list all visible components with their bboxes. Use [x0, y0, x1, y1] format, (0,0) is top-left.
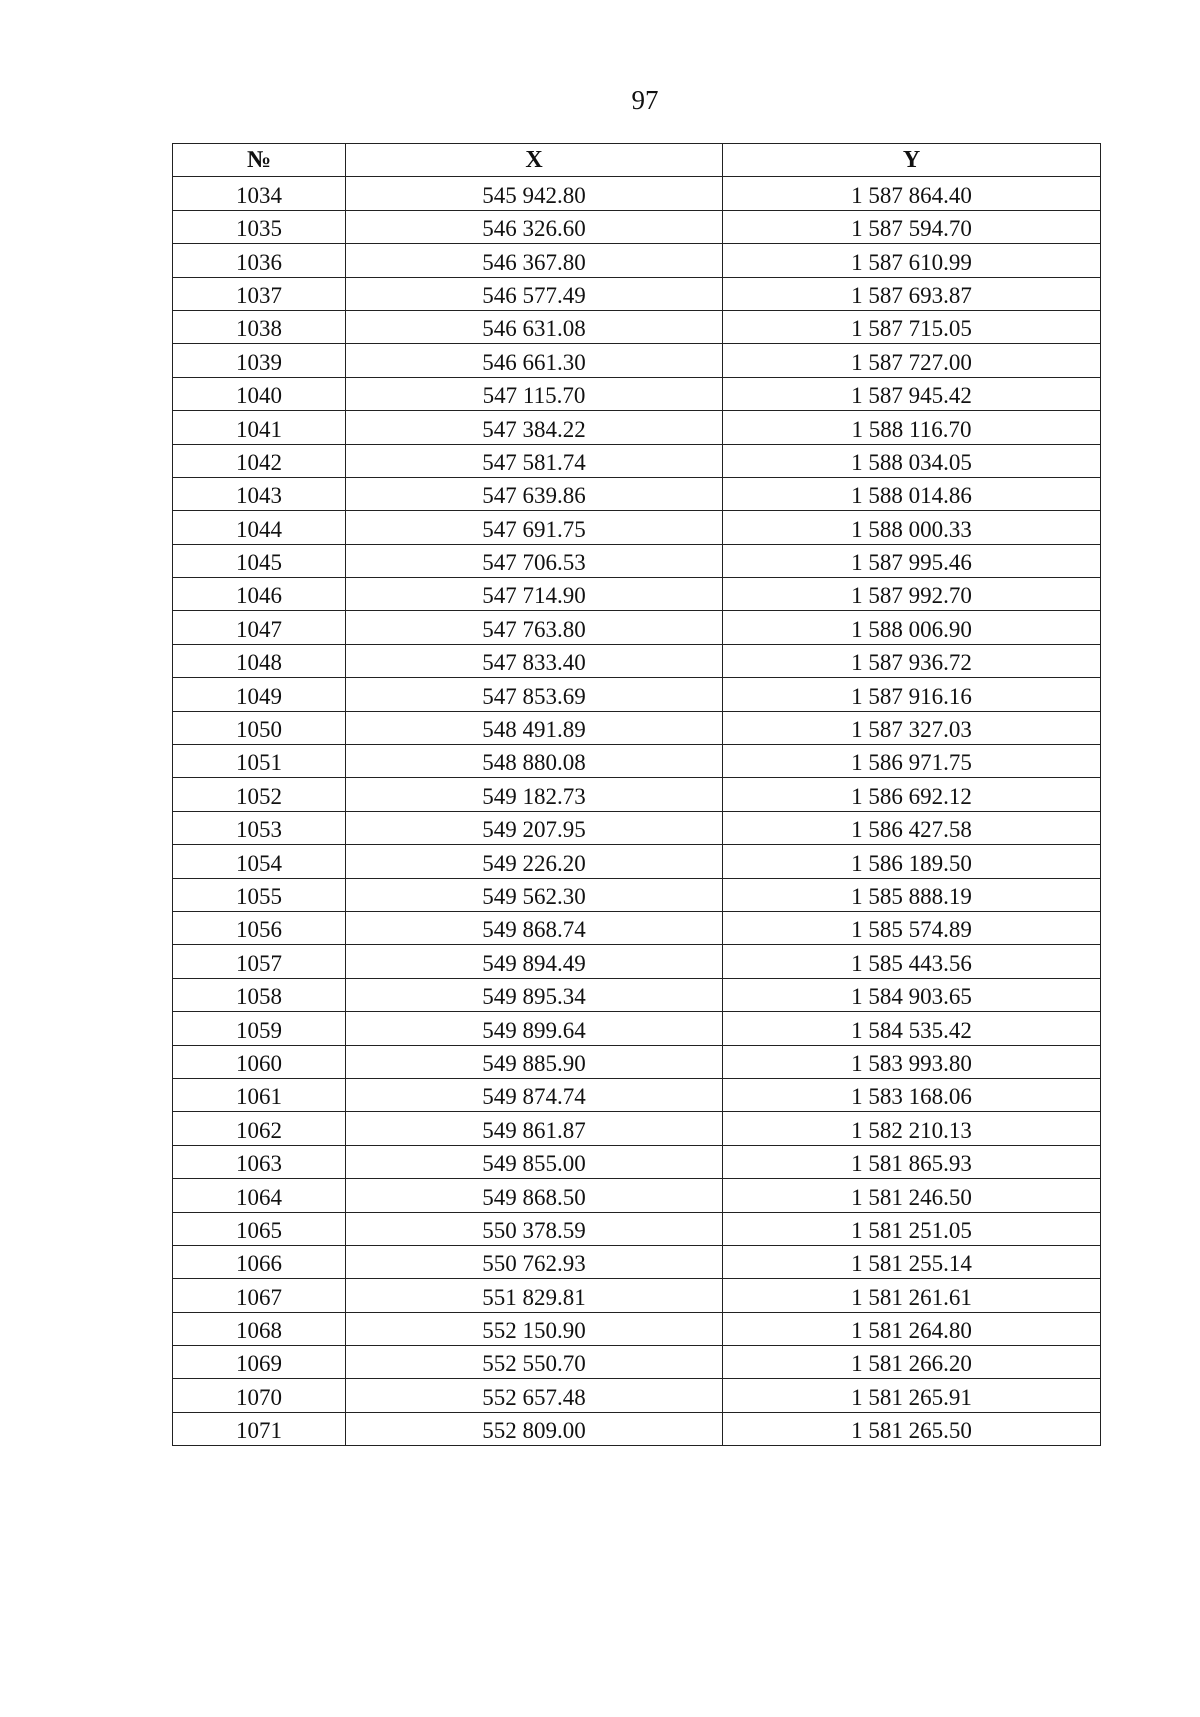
table-body [173, 177, 1101, 1446]
table-row [173, 1078, 1101, 1111]
cell-y-text: 1 587 936.72 [851, 650, 972, 676]
cell-number-text: 1038 [236, 316, 282, 342]
cell-number-text: 1066 [236, 1251, 282, 1277]
cell-x-text: 546 367.80 [482, 249, 586, 275]
cell-y-text: 1 586 189.50 [851, 850, 972, 876]
cell-x-text: 549 861.87 [482, 1117, 586, 1143]
cell-number [173, 1412, 346, 1445]
cell-x [346, 1145, 723, 1178]
cell-number-text: 1065 [236, 1217, 282, 1243]
table-row [173, 1012, 1101, 1045]
cell-y-text: 1 587 610.99 [851, 249, 972, 275]
cell-x-text: 549 885.90 [482, 1050, 586, 1076]
cell-y [723, 1112, 1101, 1145]
cell-y-text: 1 587 916.16 [851, 683, 972, 709]
cell-x [346, 377, 723, 410]
cell-x [346, 745, 723, 778]
cell-y [723, 611, 1101, 644]
cell-x-text: 547 714.90 [482, 583, 586, 609]
cell-number-text: 1051 [236, 750, 282, 776]
cell-x-text: 546 661.30 [482, 349, 586, 375]
cell-y [723, 377, 1101, 410]
cell-y [723, 1346, 1101, 1379]
cell-y [723, 878, 1101, 911]
cell-number [173, 1212, 346, 1245]
table-row [173, 711, 1101, 744]
cell-x [346, 711, 723, 744]
cell-number [173, 477, 346, 510]
cell-x [346, 678, 723, 711]
header-x: X [346, 144, 723, 177]
cell-x-text: 546 577.49 [482, 282, 586, 308]
cell-number [173, 745, 346, 778]
cell-number-text: 1047 [236, 616, 282, 642]
cell-number [173, 878, 346, 911]
cell-y-text: 1 583 993.80 [851, 1050, 972, 1076]
cell-number [173, 811, 346, 844]
cell-y [723, 477, 1101, 510]
cell-y [723, 945, 1101, 978]
cell-number-text: 1055 [236, 883, 282, 909]
cell-y-text: 1 588 000.33 [851, 516, 972, 542]
cell-x [346, 611, 723, 644]
cell-x [346, 945, 723, 978]
cell-number-text: 1069 [236, 1351, 282, 1377]
cell-number [173, 778, 346, 811]
cell-number [173, 444, 346, 477]
cell-x [346, 344, 723, 377]
cell-y [723, 1279, 1101, 1312]
cell-number [173, 911, 346, 944]
cell-x-text: 549 874.74 [482, 1084, 586, 1110]
table-header [173, 144, 1101, 177]
cell-y [723, 1212, 1101, 1245]
cell-number-text: 1059 [236, 1017, 282, 1043]
table-row [173, 1346, 1101, 1379]
table-row [173, 1045, 1101, 1078]
cell-y [723, 244, 1101, 277]
cell-y [723, 411, 1101, 444]
cell-y [723, 778, 1101, 811]
cell-number [173, 1379, 346, 1412]
cell-number [173, 544, 346, 577]
cell-x-text: 547 691.75 [482, 516, 586, 542]
cell-x [346, 1245, 723, 1278]
cell-y [723, 344, 1101, 377]
cell-y [723, 978, 1101, 1011]
cell-x-text: 547 763.80 [482, 616, 586, 642]
cell-number [173, 244, 346, 277]
cell-number-text: 1071 [236, 1418, 282, 1444]
cell-number-text: 1058 [236, 984, 282, 1010]
table-row [173, 411, 1101, 444]
cell-x-text: 549 207.95 [482, 817, 586, 843]
cell-y [723, 1012, 1101, 1045]
table-row [173, 310, 1101, 343]
cell-y-text: 1 588 116.70 [851, 416, 972, 442]
cell-number [173, 711, 346, 744]
cell-y-text: 1 587 693.87 [851, 282, 972, 308]
cell-x-text: 545 942.80 [482, 182, 586, 208]
cell-y-text: 1 581 251.05 [851, 1217, 972, 1243]
cell-number [173, 945, 346, 978]
page-number: 97 [631, 85, 659, 115]
cell-y-text: 1 582 210.13 [851, 1117, 972, 1143]
cell-number-text: 1042 [236, 449, 282, 475]
cell-x [346, 778, 723, 811]
cell-x-text: 552 550.70 [482, 1351, 586, 1377]
cell-x-text: 550 378.59 [482, 1217, 586, 1243]
cell-y [723, 444, 1101, 477]
cell-x-text: 552 657.48 [482, 1384, 586, 1410]
cell-x-text: 549 182.73 [482, 783, 586, 809]
cell-x [346, 1346, 723, 1379]
cell-x-text: 547 115.70 [482, 383, 586, 409]
cell-x [346, 1312, 723, 1345]
cell-y [723, 277, 1101, 310]
cell-y [723, 310, 1101, 343]
cell-x-text: 547 706.53 [482, 550, 586, 576]
table-row [173, 945, 1101, 978]
cell-number [173, 1312, 346, 1345]
header-row [173, 144, 1101, 177]
cell-x-text: 552 150.90 [482, 1318, 586, 1344]
table-row [173, 578, 1101, 611]
cell-x [346, 1078, 723, 1111]
cell-y-text: 1 581 865.93 [851, 1151, 972, 1177]
cell-x-text: 551 829.81 [482, 1284, 586, 1310]
cell-y [723, 911, 1101, 944]
table-row [173, 1145, 1101, 1178]
cell-number-text: 1049 [236, 683, 282, 709]
cell-x [346, 1012, 723, 1045]
coordinates-table [172, 143, 1101, 1446]
cell-number-text: 1056 [236, 917, 282, 943]
cell-y-text: 1 581 246.50 [851, 1184, 972, 1210]
table-row [173, 678, 1101, 711]
cell-x [346, 310, 723, 343]
cell-x [346, 444, 723, 477]
cell-number-text: 1064 [236, 1184, 282, 1210]
table-row [173, 544, 1101, 577]
cell-y-text: 1 587 594.70 [851, 216, 972, 242]
cell-y-text: 1 584 535.42 [851, 1017, 972, 1043]
cell-y [723, 578, 1101, 611]
cell-number-text: 1044 [236, 516, 282, 542]
cell-number-text: 1048 [236, 650, 282, 676]
cell-y [723, 811, 1101, 844]
cell-x-text: 549 562.30 [482, 883, 586, 909]
cell-number [173, 978, 346, 1011]
cell-y-text: 1 587 992.70 [851, 583, 972, 609]
cell-number-text: 1057 [236, 950, 282, 976]
cell-y-text: 1 581 255.14 [851, 1251, 972, 1277]
cell-x [346, 210, 723, 243]
cell-number-text: 1037 [236, 282, 282, 308]
cell-x [346, 1412, 723, 1445]
cell-x-text: 549 868.50 [482, 1184, 586, 1210]
cell-y-text: 1 586 427.58 [851, 817, 972, 843]
cell-x [346, 477, 723, 510]
cell-number [173, 845, 346, 878]
cell-y [723, 1078, 1101, 1111]
table-row [173, 878, 1101, 911]
cell-number [173, 310, 346, 343]
table-row [173, 811, 1101, 844]
cell-number-text: 1046 [236, 583, 282, 609]
cell-y-text: 1 585 888.19 [851, 883, 972, 909]
cell-x [346, 411, 723, 444]
cell-number-text: 1061 [236, 1084, 282, 1110]
cell-number-text: 1045 [236, 550, 282, 576]
table-row [173, 210, 1101, 243]
cell-y [723, 511, 1101, 544]
cell-x [346, 845, 723, 878]
cell-number [173, 210, 346, 243]
cell-x [346, 244, 723, 277]
cell-number-text: 1050 [236, 717, 282, 743]
cell-y-text: 1 587 715.05 [851, 316, 972, 342]
cell-y [723, 845, 1101, 878]
cell-y [723, 1245, 1101, 1278]
cell-number [173, 678, 346, 711]
table-row [173, 344, 1101, 377]
table-row [173, 244, 1101, 277]
cell-y-text: 1 584 903.65 [851, 984, 972, 1010]
cell-number-text: 1060 [236, 1050, 282, 1076]
table-row [173, 778, 1101, 811]
cell-x-text: 547 853.69 [482, 683, 586, 709]
cell-number [173, 1145, 346, 1178]
cell-y-text: 1 586 971.75 [851, 750, 972, 776]
cell-y-text: 1 581 264.80 [851, 1318, 972, 1344]
cell-number [173, 1179, 346, 1212]
cell-number-text: 1062 [236, 1117, 282, 1143]
cell-number-text: 1036 [236, 249, 282, 275]
cell-y [723, 177, 1101, 210]
header-number: № [173, 144, 346, 177]
table-row [173, 1279, 1101, 1312]
cell-y [723, 1179, 1101, 1212]
cell-y-text: 1 588 034.05 [851, 449, 972, 475]
cell-x [346, 811, 723, 844]
cell-number [173, 1346, 346, 1379]
table-row [173, 477, 1101, 510]
table-row [173, 1379, 1101, 1412]
table-row [173, 1412, 1101, 1445]
cell-y-text: 1 587 327.03 [851, 717, 972, 743]
cell-y-text: 1 587 995.46 [851, 550, 972, 576]
table-row [173, 1212, 1101, 1245]
table-row [173, 745, 1101, 778]
cell-y-text: 1 588 006.90 [851, 616, 972, 642]
cell-number-text: 1035 [236, 216, 282, 242]
cell-x-text: 547 384.22 [482, 416, 586, 442]
cell-y [723, 1412, 1101, 1445]
cell-x [346, 544, 723, 577]
cell-x [346, 1212, 723, 1245]
cell-y [723, 544, 1101, 577]
table-row [173, 444, 1101, 477]
cell-y-text: 1 583 168.06 [851, 1084, 972, 1110]
cell-y [723, 678, 1101, 711]
cell-y [723, 745, 1101, 778]
cell-number [173, 511, 346, 544]
table-row [173, 1245, 1101, 1278]
cell-y-text: 1 581 265.91 [851, 1384, 972, 1410]
cell-y [723, 1379, 1101, 1412]
cell-x-text: 549 226.20 [482, 850, 586, 876]
cell-number [173, 177, 346, 210]
cell-y-text: 1 587 727.00 [851, 349, 972, 375]
cell-x-text: 546 326.60 [482, 216, 586, 242]
cell-number-text: 1039 [236, 349, 282, 375]
cell-y [723, 1312, 1101, 1345]
cell-number-text: 1041 [236, 416, 282, 442]
cell-x-text: 547 581.74 [482, 449, 586, 475]
cell-y-text: 1 587 945.42 [851, 383, 972, 409]
cell-x [346, 978, 723, 1011]
cell-x [346, 1279, 723, 1312]
cell-number-text: 1054 [236, 850, 282, 876]
cell-x [346, 177, 723, 210]
cell-number [173, 611, 346, 644]
cell-number-text: 1043 [236, 483, 282, 509]
table-row [173, 277, 1101, 310]
cell-x-text: 549 894.49 [482, 950, 586, 976]
table-row [173, 978, 1101, 1011]
table-row [173, 644, 1101, 677]
cell-x-text: 549 895.34 [482, 984, 586, 1010]
cell-number [173, 377, 346, 410]
cell-x [346, 578, 723, 611]
cell-x-text: 548 880.08 [482, 750, 586, 776]
table-row [173, 1179, 1101, 1212]
cell-y-text: 1 588 014.86 [851, 483, 972, 509]
cell-number [173, 344, 346, 377]
header-y: Y [723, 144, 1101, 177]
cell-x-text: 549 868.74 [482, 917, 586, 943]
cell-y-text: 1 586 692.12 [851, 783, 972, 809]
cell-number [173, 578, 346, 611]
cell-number-text: 1068 [236, 1318, 282, 1344]
cell-x [346, 911, 723, 944]
cell-y-text: 1 585 443.56 [851, 950, 972, 976]
cell-x [346, 277, 723, 310]
cell-number [173, 277, 346, 310]
table-row [173, 377, 1101, 410]
cell-y-text: 1 585 574.89 [851, 917, 972, 943]
table-row [173, 911, 1101, 944]
table-row [173, 845, 1101, 878]
cell-x [346, 511, 723, 544]
cell-y-text: 1 587 864.40 [851, 182, 972, 208]
cell-y [723, 711, 1101, 744]
cell-x [346, 878, 723, 911]
cell-x-text: 547 639.86 [482, 483, 586, 509]
cell-y [723, 1145, 1101, 1178]
cell-number [173, 411, 346, 444]
cell-x [346, 644, 723, 677]
cell-y-text: 1 581 261.61 [851, 1284, 972, 1310]
cell-number-text: 1052 [236, 783, 282, 809]
cell-y [723, 210, 1101, 243]
cell-x-text: 550 762.93 [482, 1251, 586, 1277]
cell-number [173, 1012, 346, 1045]
cell-x [346, 1112, 723, 1145]
cell-number-text: 1067 [236, 1284, 282, 1310]
cell-number-text: 1063 [236, 1151, 282, 1177]
cell-y [723, 1045, 1101, 1078]
cell-number [173, 1279, 346, 1312]
cell-number [173, 1245, 346, 1278]
cell-number-text: 1040 [236, 383, 282, 409]
cell-x-text: 546 631.08 [482, 316, 586, 342]
cell-x-text: 548 491.89 [482, 717, 586, 743]
cell-x-text: 549 899.64 [482, 1017, 586, 1043]
cell-y-text: 1 581 266.20 [851, 1351, 972, 1377]
table-row [173, 1112, 1101, 1145]
cell-number-text: 1053 [236, 817, 282, 843]
cell-y-text: 1 581 265.50 [851, 1418, 972, 1444]
cell-x-text: 547 833.40 [482, 650, 586, 676]
table-row [173, 611, 1101, 644]
cell-x [346, 1379, 723, 1412]
cell-y [723, 644, 1101, 677]
cell-x-text: 552 809.00 [482, 1418, 586, 1444]
cell-x [346, 1045, 723, 1078]
cell-number [173, 1078, 346, 1111]
table-row [173, 177, 1101, 210]
cell-number [173, 1112, 346, 1145]
cell-number [173, 644, 346, 677]
cell-number-text: 1070 [236, 1384, 282, 1410]
table-row [173, 1312, 1101, 1345]
cell-number [173, 1045, 346, 1078]
cell-x-text: 549 855.00 [482, 1151, 586, 1177]
cell-x [346, 1179, 723, 1212]
cell-number-text: 1034 [236, 182, 282, 208]
table-row [173, 511, 1101, 544]
